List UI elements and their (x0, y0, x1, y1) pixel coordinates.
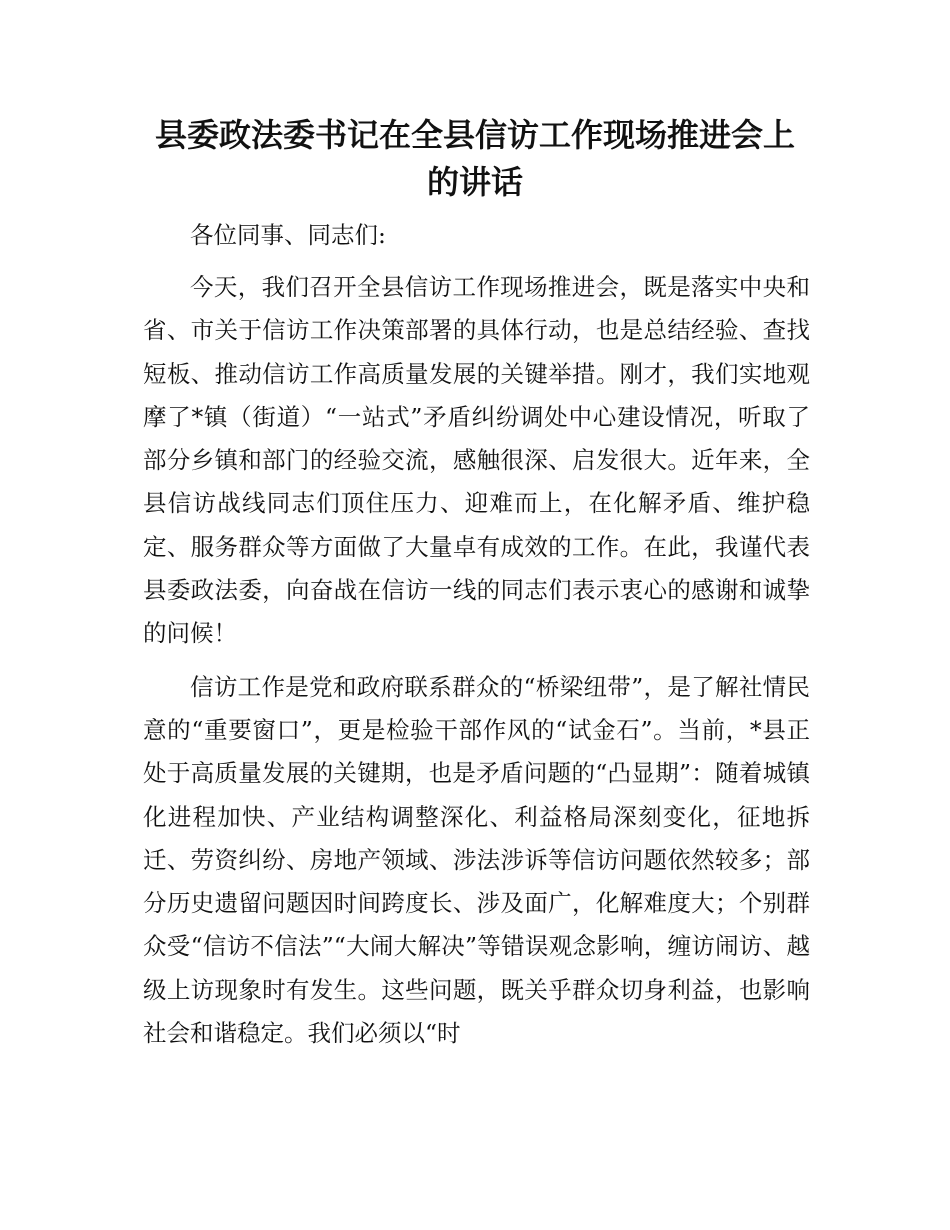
document-title-line-1: 县委政法委书记在全县信访工作现场推进会上 (154, 116, 795, 154)
document-title-line-2: 的讲话 (426, 163, 523, 201)
body-text (143, 266, 810, 1065)
paragraph-opening: 今天，我们召开全县信访工作现场推进会，既是落实中央和省、市关于信访工作决策部署的具体行动，也是总结经验、查找短板、推动信访工作高质量发展的关键举措。刚才，我们实地观摩了*镇（街道）“一站式”矛盾纠纷调处中心建设情况，听取了部分乡镇和部门的经验交流，感触很深、启发很大。近年来，全县信访战线同志们顶住压力、迎难而上，在化解矛盾、维护稳定、服务群众等方面做了大量卓有成效的工作。在此，我谨代表县委政法委，向奋战在信访一线的同志们表示衷心的感谢和诚挚的问候！ (143, 273, 810, 648)
salutation: 各位同事、同志们: (190, 221, 386, 249)
paragraph-background: 信访工作是党和政府联系群众的“桥梁纽带”，是了解社情民意的“重要窗口”，更是检验干部作风的“试金石”。当前，*县正处于高质量发展的关键期，也是矛盾问题的“凸显期”：随着城镇化进程加快、产业结构调整深化、利益格局深刻变化，征地拆迁、劳资纠纷、房地产领域、涉法涉诉等信访问题依然较多；部分历史遗留问题因时间跨度长、涉及面广，化解难度大；个别群众受“信访不信法”“大闹大解决”等错误观念影响，缠访闹访、越级上访现象时有发生。这些问题，既关乎群众切身利益，也影响社会和谐稳定。我们必须以“时 (143, 672, 810, 1048)
